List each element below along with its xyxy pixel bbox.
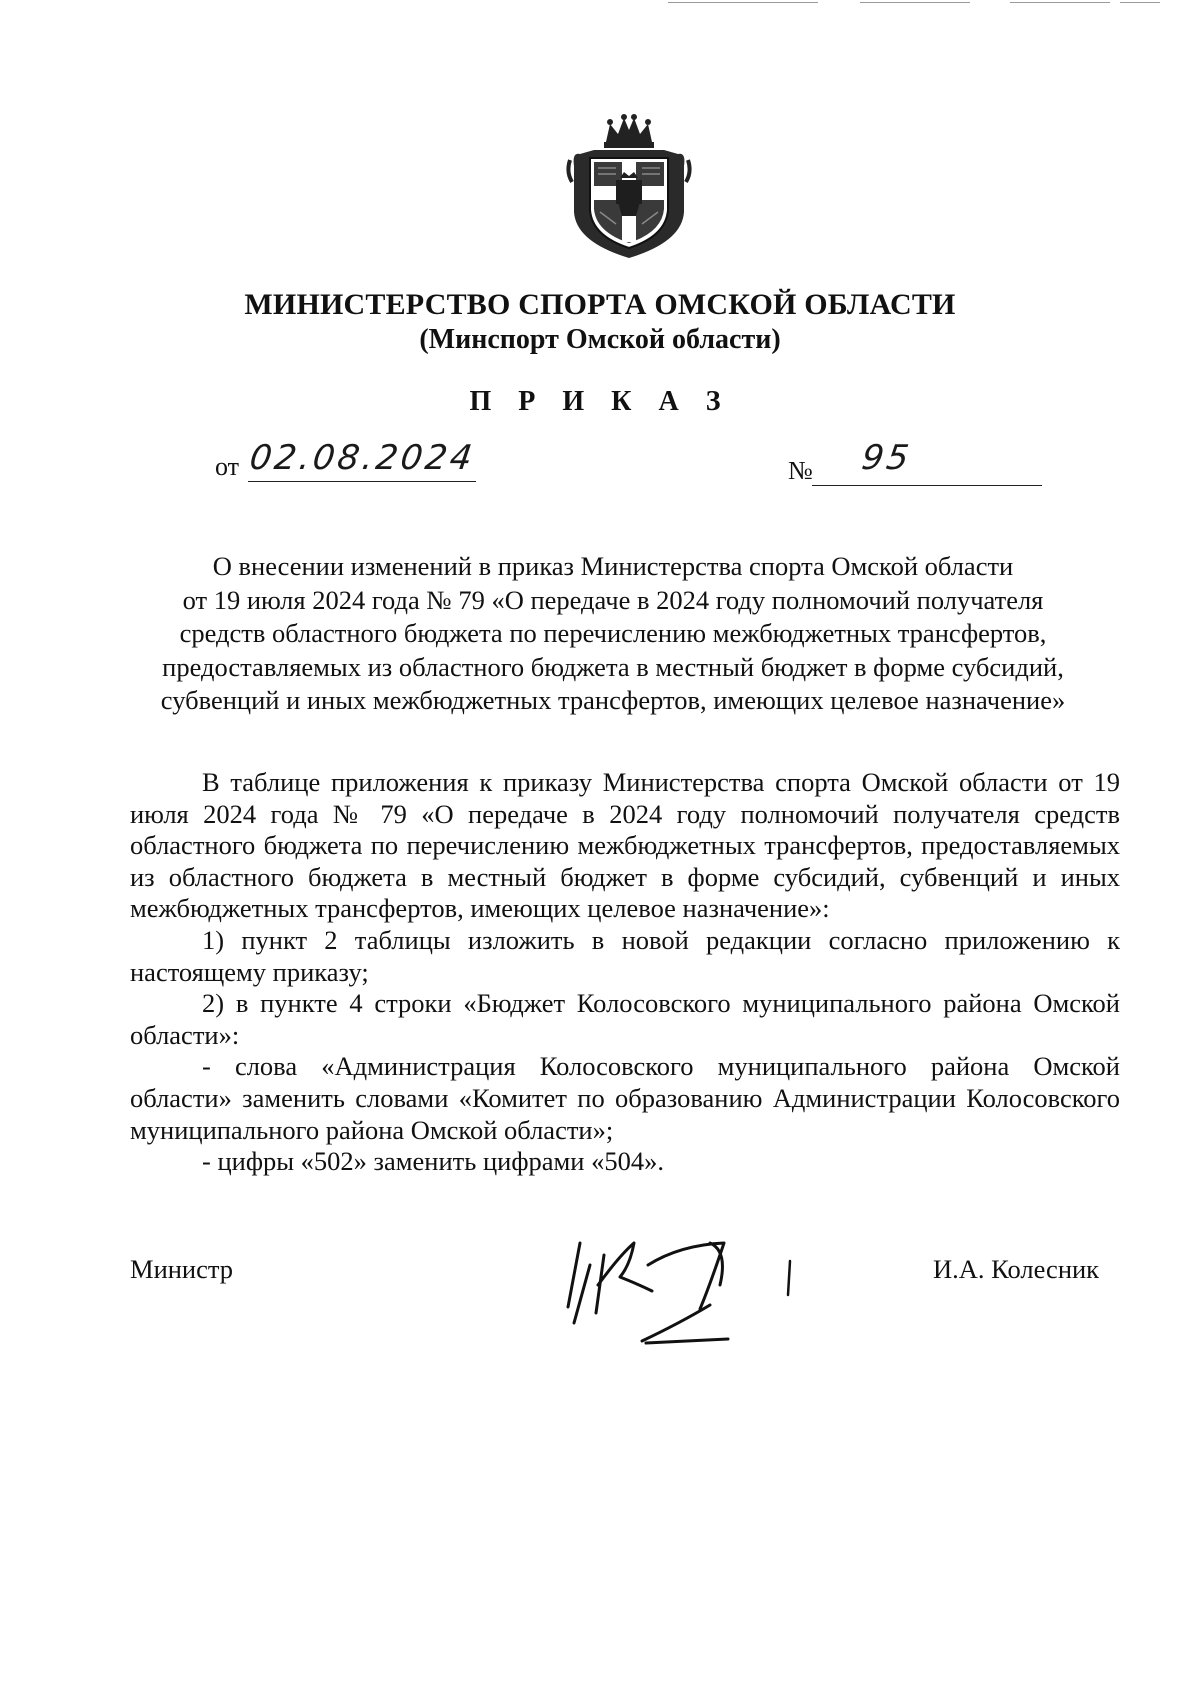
subject-line: субвенций и иных межбюджетных трансфертов, имеющих целевое назначение» xyxy=(160,685,1066,715)
omsk-coat-of-arms-icon xyxy=(566,112,692,260)
body-item-2-b: - цифры «502» заменить цифрами «504». xyxy=(202,1146,664,1177)
subject-line: О внесении изменений в приказ Министерства спорта Омской области xyxy=(212,551,1014,581)
document-type: П Р И К А З xyxy=(469,386,731,417)
number-prefix: № xyxy=(788,456,813,485)
scan-artifact xyxy=(860,2,970,3)
number-underline xyxy=(812,485,1042,486)
date-prefix: от xyxy=(215,452,240,481)
ministry-short-name: (Минспорт Омской области) xyxy=(419,324,781,355)
body-item-1: 1) пункт 2 таблицы изложить в новой редакции согласно приложению к настоящему приказу; xyxy=(130,924,1120,987)
subject-line: предоставляемых из областного бюджета в местный бюджет в форме субсидий, xyxy=(162,651,1064,682)
body-item-2: 2) в пункте 4 строки «Бюджет Колосовского муниципального района Омской области»: xyxy=(130,988,1120,1050)
signatory-role: Министр xyxy=(130,1254,234,1284)
subject-line: средств областного бюджета по перечислению межбюджетных трансфертов, xyxy=(179,618,1047,648)
scan-artifact xyxy=(1010,2,1110,3)
order-date: 02.08.2024 xyxy=(247,438,478,478)
ministry-name: МИНИСТЕРСТВО СПОРТА ОМСКОЙ ОБЛАСТИ xyxy=(244,288,956,321)
order-number: 95 xyxy=(859,438,915,478)
order-body xyxy=(130,767,1120,1178)
scan-artifact xyxy=(668,2,818,3)
body-intro: В таблице приложения к приказу Министерства спорта Омской области от 19 июля 2024 года № 79 «О передаче в 2024 году полномочий получателя средств областного бюджета по перечислению межбюджетных трансфертов, предоставляемых из областного бюджета в местный бюджет в форме субсидий, субвенций и иных межбюджетных трансфертов, имеющих целевое назначение»: xyxy=(130,767,1120,924)
date-underline xyxy=(248,481,476,482)
handwritten-signature xyxy=(560,1225,820,1355)
scan-artifact xyxy=(1120,2,1160,3)
body-item-2-a: - слова «Администрация Колосовского муниципального района Омской области» заменить словами «Комитет по образованию Администрации Колосовского муниципального района Омской области»; xyxy=(130,1051,1120,1145)
signatory-name: И.А. Колесник xyxy=(933,1254,1100,1284)
subject-line: от 19 июля 2024 года № 79 «О передаче в 2024 году полномочий получателя xyxy=(182,584,1044,615)
order-subject xyxy=(130,550,1096,718)
